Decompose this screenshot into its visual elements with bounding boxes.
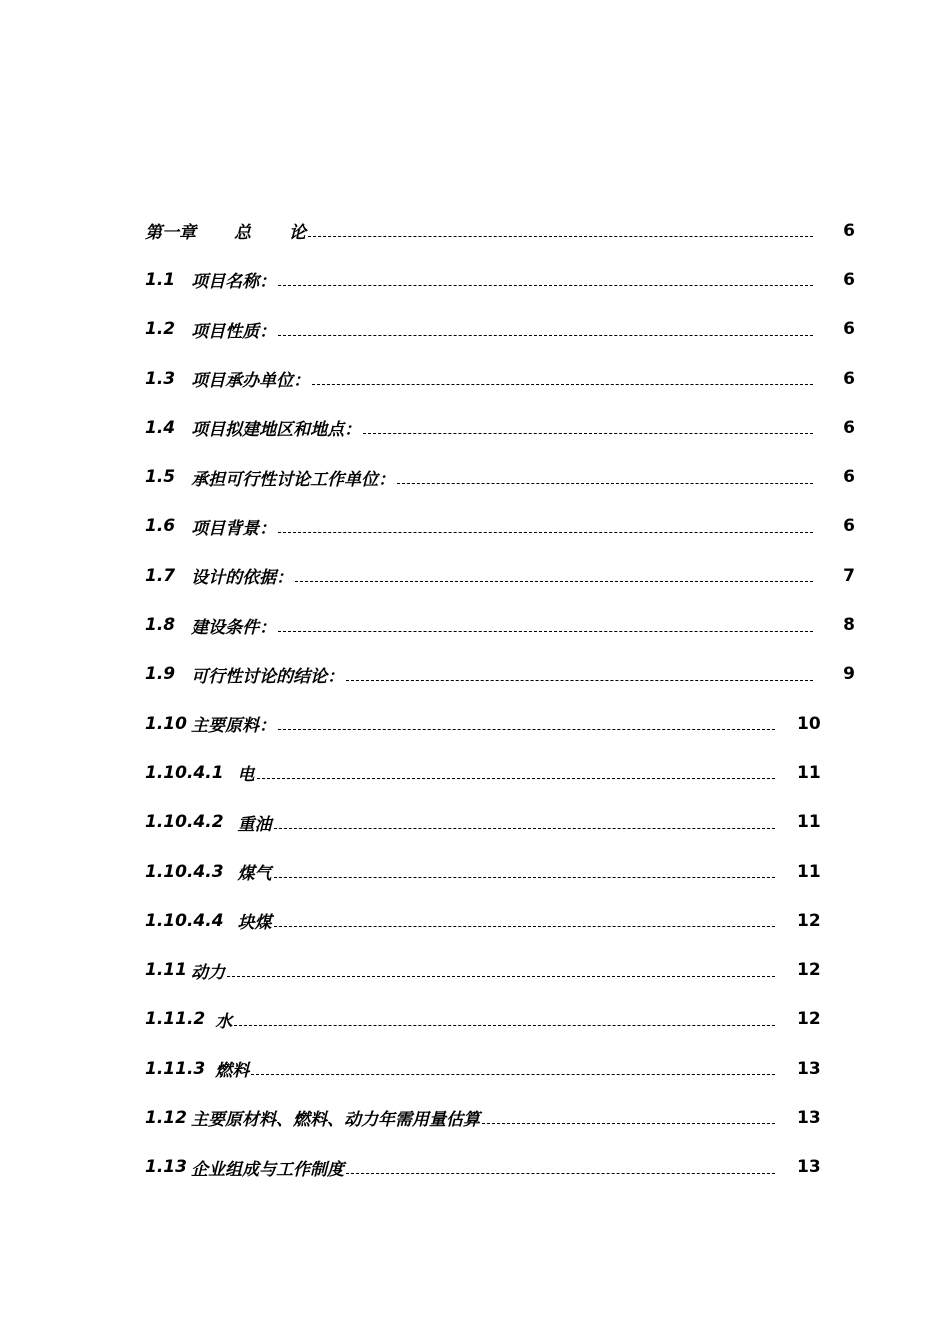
toc-entry-title: 主要原料： xyxy=(190,716,276,737)
toc-leader xyxy=(227,976,775,977)
toc-page-number: 11 xyxy=(797,861,821,882)
toc-entry-title: 项目拟建地区和地点： xyxy=(191,420,362,441)
toc-leader xyxy=(346,680,813,681)
toc-chapter-label xyxy=(145,218,306,243)
toc-page-number: 6 xyxy=(843,368,855,389)
toc-page-number: 13 xyxy=(797,1058,821,1079)
toc-entry-row[interactable] xyxy=(145,650,855,699)
toc-chapter-prefix: 第一章 xyxy=(145,223,196,244)
toc-entry-title: 动力 xyxy=(190,962,225,983)
toc-entry-row[interactable] xyxy=(145,403,855,452)
toc-entry-row[interactable] xyxy=(145,896,835,945)
toc-page-number: 12 xyxy=(797,960,821,981)
toc-page-number: 11 xyxy=(797,812,821,833)
toc-entry-row[interactable] xyxy=(145,502,855,551)
toc-entry-number: 1.2 xyxy=(145,319,176,340)
toc-entry-number: 1.11 xyxy=(145,960,187,981)
toc-page-number: 9 xyxy=(843,664,855,685)
toc-entry-number: 1.13 xyxy=(145,1157,187,1178)
toc-leader xyxy=(274,877,775,878)
toc-entry-title: 项目承办单位： xyxy=(191,371,311,392)
toc-entry-title: 承担可行性讨论工作单位： xyxy=(191,469,396,490)
toc-entry-row[interactable] xyxy=(145,748,835,797)
toc-leader xyxy=(278,631,813,632)
toc-page-number: 6 xyxy=(843,467,855,488)
toc-page-number: 13 xyxy=(797,1107,821,1128)
toc-entry-number: 1.12 xyxy=(145,1107,187,1128)
toc-entry-number: 1.10.4.2 xyxy=(145,812,224,833)
toc-page-number: 7 xyxy=(843,565,855,586)
toc-page-number: 6 xyxy=(843,516,855,537)
toc-entry-number: 1.1 xyxy=(145,269,176,290)
toc-leader xyxy=(295,581,813,582)
table-of-contents xyxy=(145,206,855,1192)
toc-entry-row[interactable] xyxy=(145,1143,835,1192)
toc-entry-row[interactable] xyxy=(145,1044,835,1093)
toc-entry-row[interactable] xyxy=(145,847,835,896)
toc-entry-number: 1.6 xyxy=(145,516,176,537)
toc-leader xyxy=(308,236,813,237)
toc-leader xyxy=(278,335,813,336)
toc-entry-row[interactable] xyxy=(145,255,855,304)
toc-leader xyxy=(346,1173,775,1174)
toc-leader xyxy=(251,1074,775,1075)
toc-leader xyxy=(234,1025,775,1026)
toc-page-number: 12 xyxy=(797,1009,821,1030)
toc-entry-number: 1.10 xyxy=(145,713,187,734)
toc-entry-title: 水 xyxy=(215,1011,233,1032)
toc-leader xyxy=(278,729,775,730)
toc-entry-title: 电 xyxy=(237,765,255,786)
toc-entry-number: 1.11.2 xyxy=(145,1009,206,1030)
toc-entry-title: 可行性讨论的结论： xyxy=(191,666,345,687)
toc-entry-title: 项目名称： xyxy=(191,272,277,293)
toc-entry-row[interactable] xyxy=(145,995,835,1044)
toc-page-number: 6 xyxy=(843,417,855,438)
toc-entry-title: 块煤 xyxy=(237,913,272,934)
toc-leader xyxy=(312,384,813,385)
toc-entry-number: 1.7 xyxy=(145,565,176,586)
toc-entry-number: 1.8 xyxy=(145,615,176,636)
toc-entry-row[interactable] xyxy=(145,945,835,994)
toc-entry-number: 1.3 xyxy=(145,368,176,389)
toc-entry-number: 1.11.3 xyxy=(145,1058,206,1079)
toc-page-number: 6 xyxy=(843,269,855,290)
toc-entry-row[interactable] xyxy=(145,452,855,501)
toc-page-number: 13 xyxy=(797,1157,821,1178)
toc-page-number: 8 xyxy=(843,615,855,636)
toc-leader xyxy=(278,285,813,286)
toc-entry-number: 1.10.4.3 xyxy=(145,861,224,882)
toc-entry-row[interactable] xyxy=(145,1093,835,1142)
toc-entry-title: 项目性质： xyxy=(191,321,277,342)
toc-entry-number: 1.9 xyxy=(145,664,176,685)
toc-entry-title: 设计的依据： xyxy=(191,568,294,589)
toc-chapter-row[interactable] xyxy=(145,206,855,255)
toc-leader xyxy=(274,828,775,829)
toc-entry-title: 建设条件： xyxy=(191,617,277,638)
toc-entry-row[interactable] xyxy=(145,354,855,403)
toc-leader xyxy=(363,433,813,434)
toc-chapter-char1: 总 xyxy=(234,223,251,244)
toc-entry-number: 1.10.4.4 xyxy=(145,910,224,931)
toc-entry-title: 企业组成与工作制度 xyxy=(190,1159,344,1180)
toc-entry-title: 项目背景： xyxy=(191,518,277,539)
toc-entry-number: 1.4 xyxy=(145,417,176,438)
toc-page-number: 6 xyxy=(843,319,855,340)
toc-entry-row[interactable] xyxy=(145,699,835,748)
toc-leader xyxy=(278,532,813,533)
toc-entry-number: 1.10.4.1 xyxy=(145,762,224,783)
toc-page-number: 12 xyxy=(797,910,821,931)
toc-page-number: 11 xyxy=(797,762,821,783)
toc-leader xyxy=(257,778,775,779)
toc-entry-row[interactable] xyxy=(145,551,855,600)
toc-leader xyxy=(397,483,813,484)
toc-entry-title: 重油 xyxy=(237,814,272,835)
toc-entry-title: 燃料 xyxy=(215,1061,250,1082)
toc-page-number: 10 xyxy=(797,713,821,734)
toc-entry-row[interactable] xyxy=(145,798,835,847)
toc-entry-row[interactable] xyxy=(145,600,855,649)
toc-page-number: 6 xyxy=(843,220,855,241)
toc-entry-number: 1.5 xyxy=(145,467,176,488)
toc-leader xyxy=(274,926,775,927)
toc-chapter-char2: 论 xyxy=(289,223,306,244)
toc-entry-row[interactable] xyxy=(145,305,855,354)
toc-leader xyxy=(482,1123,775,1124)
toc-entry-title: 煤气 xyxy=(237,864,272,884)
toc-entry-title: 主要原材料、燃料、动力年需用量估算 xyxy=(190,1110,480,1131)
